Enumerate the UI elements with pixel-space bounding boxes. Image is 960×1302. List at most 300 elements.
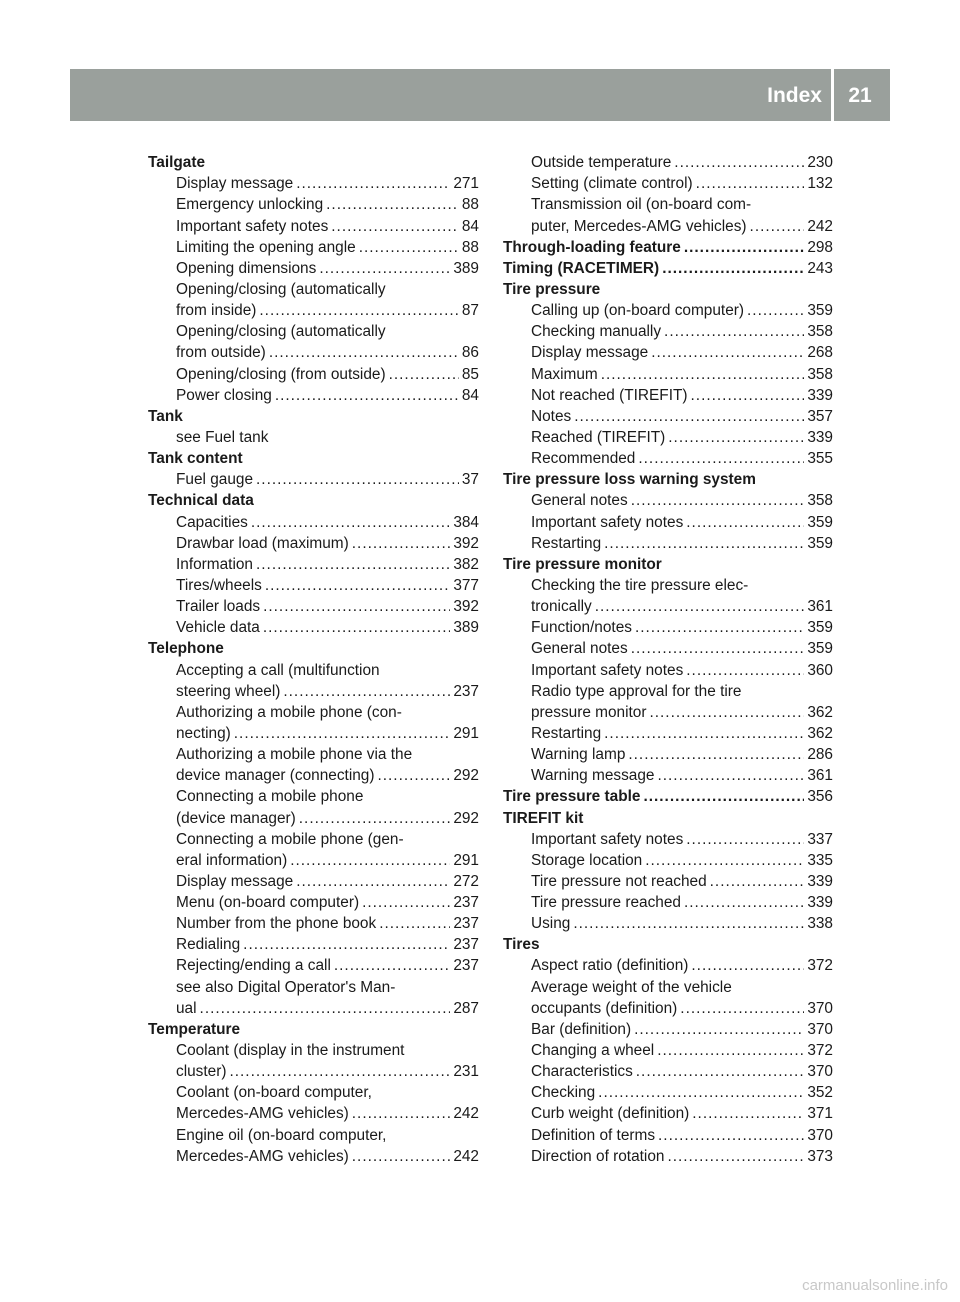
entry-text: tronically [531, 598, 592, 616]
index-entry [148, 300, 479, 321]
leader-dots [256, 554, 450, 575]
index-entry [503, 363, 833, 384]
leader-dots [696, 173, 805, 194]
page-ref: 243 [807, 259, 833, 277]
entry-text: Aspect ratio (definition) [531, 957, 689, 975]
leader-dots [359, 237, 459, 258]
page-ref: 242 [453, 1105, 479, 1123]
entry-text: Checking the tire pressure elec- [531, 576, 749, 594]
page-ref: 355 [807, 450, 833, 468]
index-entry [503, 1019, 833, 1040]
page-ref: 291 [453, 851, 479, 869]
entry-text: Technical data [148, 492, 254, 510]
leader-dots [684, 237, 804, 258]
index-entry [503, 617, 833, 638]
leader-dots [275, 385, 459, 406]
page-ref: 242 [453, 1147, 479, 1165]
index-entry [148, 1124, 479, 1145]
entry-text: Restarting [531, 724, 602, 742]
leader-dots [319, 258, 450, 279]
page-ref: 287 [453, 999, 479, 1017]
index-entry [503, 638, 833, 659]
index-entry [148, 913, 479, 934]
entry-text: Calling up (on-board computer) [531, 302, 745, 320]
entry-text: Vehicle data [176, 619, 260, 637]
entry-text: Reached (TIREFIT) [531, 428, 666, 446]
entry-text: Bar (definition) [531, 1020, 632, 1038]
entry-text: Transmission oil (on-board com- [531, 196, 752, 214]
page-ref: 339 [807, 428, 833, 446]
leader-dots [334, 955, 450, 976]
entry-text: necting) [176, 724, 231, 742]
leader-dots [290, 850, 450, 871]
page-ref: 359 [807, 302, 833, 320]
leader-dots [631, 638, 805, 659]
page-ref: 373 [807, 1147, 833, 1165]
leader-dots [604, 723, 804, 744]
page-ref: 370 [807, 1063, 833, 1081]
index-entry [148, 194, 479, 215]
index-entry [503, 702, 833, 723]
index-entry [148, 342, 479, 363]
entry-text: Timing (RACETIMER) [503, 259, 660, 277]
index-entry [503, 1061, 833, 1082]
page-ref: 358 [807, 323, 833, 341]
entry-text: Maximum [531, 365, 598, 383]
index-heading [503, 279, 833, 300]
index-entry [148, 511, 479, 532]
entry-text: Average weight of the vehicle [531, 978, 732, 996]
page-ref: 361 [807, 767, 833, 785]
leader-dots [352, 533, 451, 554]
leader-dots [684, 892, 804, 913]
page-ref: 335 [807, 851, 833, 869]
leader-dots [299, 808, 451, 829]
entry-text: Mercedes-AMG vehicles) [176, 1147, 349, 1165]
page-ref: 372 [807, 1042, 833, 1060]
index-entry [503, 152, 833, 173]
leader-dots [269, 342, 459, 363]
page-ref: 292 [453, 767, 479, 785]
index-column-left [148, 152, 479, 1167]
leader-dots [668, 427, 804, 448]
page-ref: 37 [461, 471, 479, 489]
page-ref: 339 [807, 872, 833, 890]
leader-dots [674, 152, 804, 173]
page-ref: 84 [461, 217, 479, 235]
index-entry [148, 1146, 479, 1167]
header-divider [831, 69, 834, 121]
index-entry [503, 744, 833, 765]
entry-text: ual [176, 999, 197, 1017]
entry-text: Setting (climate control) [531, 175, 693, 193]
entry-text: Tire pressure [503, 280, 601, 298]
entry-text: see also Digital Operator's Man- [176, 978, 396, 996]
index-entry [148, 321, 479, 342]
index-heading [148, 1019, 479, 1040]
leader-dots [200, 998, 451, 1019]
entry-text: Tire pressure table [503, 788, 641, 806]
entry-text: Curb weight (definition) [531, 1105, 690, 1123]
entry-text: Tailgate [148, 154, 206, 172]
index-entry [148, 829, 479, 850]
entry-text: Not reached (TIREFIT) [531, 386, 688, 404]
leader-dots [263, 596, 450, 617]
entry-text: Coolant (on-board computer, [176, 1084, 372, 1102]
entry-text: Important safety notes [531, 830, 684, 848]
page-ref: 359 [807, 513, 833, 531]
leader-dots [692, 1103, 804, 1124]
leader-dots [265, 575, 450, 596]
leader-dots [634, 1019, 804, 1040]
page-ref: 359 [807, 619, 833, 637]
index-entry [148, 659, 479, 680]
page-ref: 339 [807, 386, 833, 404]
leader-dots [750, 216, 805, 237]
index-entry [503, 829, 833, 850]
leader-dots [635, 617, 804, 638]
entry-text: Checking [531, 1084, 596, 1102]
index-entry [503, 427, 833, 448]
index-entry [503, 850, 833, 871]
entry-text: Connecting a mobile phone (gen- [176, 830, 404, 848]
entry-text: Telephone [148, 640, 224, 658]
page-ref: 337 [807, 830, 833, 848]
leader-dots [352, 1146, 451, 1167]
index-heading [148, 406, 479, 427]
leader-dots [229, 1061, 450, 1082]
entry-text: (device manager) [176, 809, 296, 827]
index-entry [148, 1040, 479, 1061]
entry-text: Tank [148, 407, 183, 425]
entry-text: Direction of rotation [531, 1147, 665, 1165]
entry-text: Definition of terms [531, 1126, 656, 1144]
entry-text: Rejecting/ending a call [176, 957, 331, 975]
entry-text: eral information) [176, 851, 288, 869]
leader-dots [352, 1103, 451, 1124]
leader-dots [686, 512, 804, 533]
entry-text: steering wheel) [176, 682, 281, 700]
entry-text: Menu (on-board computer) [176, 894, 360, 912]
index-entry [148, 786, 479, 807]
entry-text: occupants (definition) [531, 999, 678, 1017]
entry-text: from inside) [176, 302, 257, 320]
page-title: Index [767, 84, 822, 107]
page-ref: 272 [453, 872, 479, 890]
entry-text: Tire pressure reached [531, 894, 681, 912]
leader-dots [604, 533, 804, 554]
index-entry [148, 1082, 479, 1103]
leader-dots [657, 765, 804, 786]
index-entry [148, 681, 479, 702]
page-ref: 230 [807, 154, 833, 172]
page-ref: 357 [807, 407, 833, 425]
index-entry [148, 554, 479, 575]
leader-dots [601, 364, 805, 385]
index-entry [503, 300, 833, 321]
leader-dots [263, 617, 450, 638]
entry-text: Warning message [531, 767, 655, 785]
entry-text: Limiting the opening angle [176, 238, 356, 256]
page-ref: 338 [807, 915, 833, 933]
page-ref: 382 [453, 555, 479, 573]
index-entry [503, 1040, 833, 1061]
entry-text: Opening/closing (from outside) [176, 365, 386, 383]
entry-text: Mercedes-AMG vehicles) [176, 1105, 349, 1123]
index-entry [148, 215, 479, 236]
page-ref: 361 [807, 598, 833, 616]
page-ref: 352 [807, 1084, 833, 1102]
page-ref: 389 [453, 259, 479, 277]
page-ref: 370 [807, 1020, 833, 1038]
index-entry [148, 258, 479, 279]
entry-text: Restarting [531, 534, 602, 552]
leader-dots [651, 342, 804, 363]
leader-dots [662, 258, 804, 279]
index-entry [503, 998, 833, 1019]
index-entry [503, 173, 833, 194]
entry-text: General notes [531, 492, 628, 510]
index-entry [148, 955, 479, 976]
page-ref: 359 [807, 534, 833, 552]
entry-text: Engine oil (on-board computer, [176, 1126, 387, 1144]
entry-text: Capacities [176, 513, 248, 531]
page-ref: 358 [807, 492, 833, 510]
entry-text: Important safety notes [531, 661, 684, 679]
leader-dots [234, 723, 451, 744]
index-entry [148, 892, 479, 913]
entry-text: Tank content [148, 450, 243, 468]
index-entry [148, 279, 479, 300]
entry-text: Display message [176, 872, 294, 890]
index-entry [503, 533, 833, 554]
index-heading [148, 152, 479, 173]
page-ref: 237 [453, 894, 479, 912]
leader-dots [251, 512, 450, 533]
leader-dots [643, 786, 804, 807]
index-entry [148, 427, 479, 448]
page-ref: 237 [453, 915, 479, 933]
index-entry [503, 342, 833, 363]
index-heading [503, 786, 833, 807]
page-ref: 84 [461, 386, 479, 404]
entry-text: Tires/wheels [176, 576, 262, 594]
page-ref: 358 [807, 365, 833, 383]
page-ref: 384 [453, 513, 479, 531]
index-heading [148, 490, 479, 511]
entry-text: Display message [531, 344, 649, 362]
entry-text: Outside temperature [531, 154, 672, 172]
leader-dots [638, 448, 804, 469]
leader-dots [296, 871, 450, 892]
entry-text: Through-loading feature [503, 238, 681, 256]
page-ref: 339 [807, 894, 833, 912]
entry-text: Characteristics [531, 1063, 633, 1081]
index-entry [503, 892, 833, 913]
index-entry [503, 1103, 833, 1124]
leader-dots [243, 934, 450, 955]
entry-text: pressure monitor [531, 703, 647, 721]
entry-text: Authorizing a mobile phone via the [176, 746, 413, 764]
entry-text: TIREFIT kit [503, 809, 584, 827]
leader-dots [595, 596, 805, 617]
page-ref: 370 [807, 999, 833, 1017]
leader-dots [331, 216, 459, 237]
page-ref: 87 [461, 302, 479, 320]
index-entry [503, 1124, 833, 1145]
entry-text: Storage location [531, 851, 643, 869]
leader-dots [658, 1125, 804, 1146]
entry-text: Function/notes [531, 619, 632, 637]
entry-text: Using [531, 915, 571, 933]
index-entry [503, 955, 833, 976]
index-entry [503, 765, 833, 786]
entry-text: Display message [176, 175, 294, 193]
entry-text: Redialing [176, 936, 241, 954]
leader-dots [283, 681, 450, 702]
leader-dots [389, 364, 459, 385]
index-entry [148, 237, 479, 258]
leader-dots [710, 871, 805, 892]
page-number: 21 [848, 84, 872, 107]
entry-text: Recommended [531, 450, 636, 468]
page-ref: 392 [453, 534, 479, 552]
page-ref: 86 [461, 344, 479, 362]
leader-dots [362, 892, 450, 913]
page-ref: 356 [807, 788, 833, 806]
leader-dots [631, 490, 805, 511]
page-ref: 377 [453, 576, 479, 594]
page-ref: 242 [807, 217, 833, 235]
leader-dots [598, 1082, 804, 1103]
page-ref: 292 [453, 809, 479, 827]
index-entry [503, 913, 833, 934]
page-ref: 237 [453, 682, 479, 700]
index-entry [148, 998, 479, 1019]
leader-dots [259, 300, 458, 321]
index-entry [148, 850, 479, 871]
entry-text: Opening/closing (automatically [176, 323, 386, 341]
entry-text: Connecting a mobile phone [176, 788, 364, 806]
page-ref: 362 [807, 724, 833, 742]
entry-text: device manager (connecting) [176, 767, 375, 785]
index-entry [148, 617, 479, 638]
index-entry [148, 596, 479, 617]
leader-dots [636, 1061, 805, 1082]
page-ref: 360 [807, 661, 833, 679]
page-ref: 271 [453, 175, 479, 193]
page-ref: 268 [807, 344, 833, 362]
entry-text: Authorizing a mobile phone (con- [176, 703, 402, 721]
index-entry [503, 406, 833, 427]
leader-dots [649, 702, 804, 723]
page-ref: 85 [461, 365, 479, 383]
entry-text: Fuel gauge [176, 471, 254, 489]
entry-text: Important safety notes [176, 217, 329, 235]
index-entry [148, 807, 479, 828]
page-ref: 291 [453, 724, 479, 742]
entry-text: Radio type approval for the tire [531, 682, 742, 700]
leader-dots [686, 660, 804, 681]
leader-dots [691, 385, 805, 406]
page-ref: 362 [807, 703, 833, 721]
index-entry [503, 1082, 833, 1103]
entry-text: Trailer loads [176, 598, 261, 616]
entry-text: Warning lamp [531, 746, 626, 764]
entry-text: Information [176, 555, 253, 573]
entry-text: Accepting a call (multifunction [176, 661, 380, 679]
page-ref: 88 [461, 196, 479, 214]
index-heading [503, 807, 833, 828]
entry-text: Emergency unlocking [176, 196, 324, 214]
index-heading [503, 258, 833, 279]
leader-dots [296, 173, 450, 194]
page-ref: 88 [461, 238, 479, 256]
page-ref: 132 [807, 175, 833, 193]
entry-text: Tire pressure monitor [503, 555, 662, 573]
page-ref: 371 [807, 1105, 833, 1123]
entry-text: Tire pressure loss warning system [503, 471, 756, 489]
leader-dots [256, 469, 459, 490]
entry-text: Opening/closing (automatically [176, 280, 386, 298]
index-entry [503, 976, 833, 997]
page-ref: 392 [453, 598, 479, 616]
leader-dots [680, 998, 804, 1019]
index-heading [148, 638, 479, 659]
entry-text: Coolant (display in the instrument [176, 1042, 405, 1060]
page-ref: 359 [807, 640, 833, 658]
index-heading [503, 469, 833, 490]
index-entry [503, 385, 833, 406]
index-entry [503, 681, 833, 702]
page-ref: 298 [807, 238, 833, 256]
entry-text: Checking manually [531, 323, 662, 341]
index-column-right [503, 152, 833, 1167]
entry-text: Tire pressure not reached [531, 872, 707, 890]
index-entry [503, 723, 833, 744]
index-entry [148, 173, 479, 194]
entry-text: Power closing [176, 386, 272, 404]
index-entry [503, 596, 833, 617]
index-heading [503, 934, 833, 955]
index-heading [503, 237, 833, 258]
index-entry [503, 871, 833, 892]
page-ref: 286 [807, 746, 833, 764]
entry-text: Number from the phone book [176, 915, 377, 933]
page-ref: 237 [453, 936, 479, 954]
page-ref: 372 [807, 957, 833, 975]
index-entry [148, 385, 479, 406]
index-entry [148, 765, 479, 786]
index-entry [503, 575, 833, 596]
leader-dots [664, 321, 804, 342]
index-entry [503, 511, 833, 532]
index-heading [148, 448, 479, 469]
leader-dots [573, 913, 804, 934]
entry-text: cluster) [176, 1063, 227, 1081]
index-entry [148, 702, 479, 723]
entry-text: Opening dimensions [176, 259, 317, 277]
page-ref: 370 [807, 1126, 833, 1144]
entry-text: Notes [531, 407, 572, 425]
entry-text: Temperature [148, 1020, 241, 1038]
leader-dots [645, 850, 804, 871]
entry-text: from outside) [176, 344, 266, 362]
index-entry [148, 469, 479, 490]
entry-text: Important safety notes [531, 513, 684, 531]
leader-dots [574, 406, 804, 427]
entry-text: General notes [531, 640, 628, 658]
